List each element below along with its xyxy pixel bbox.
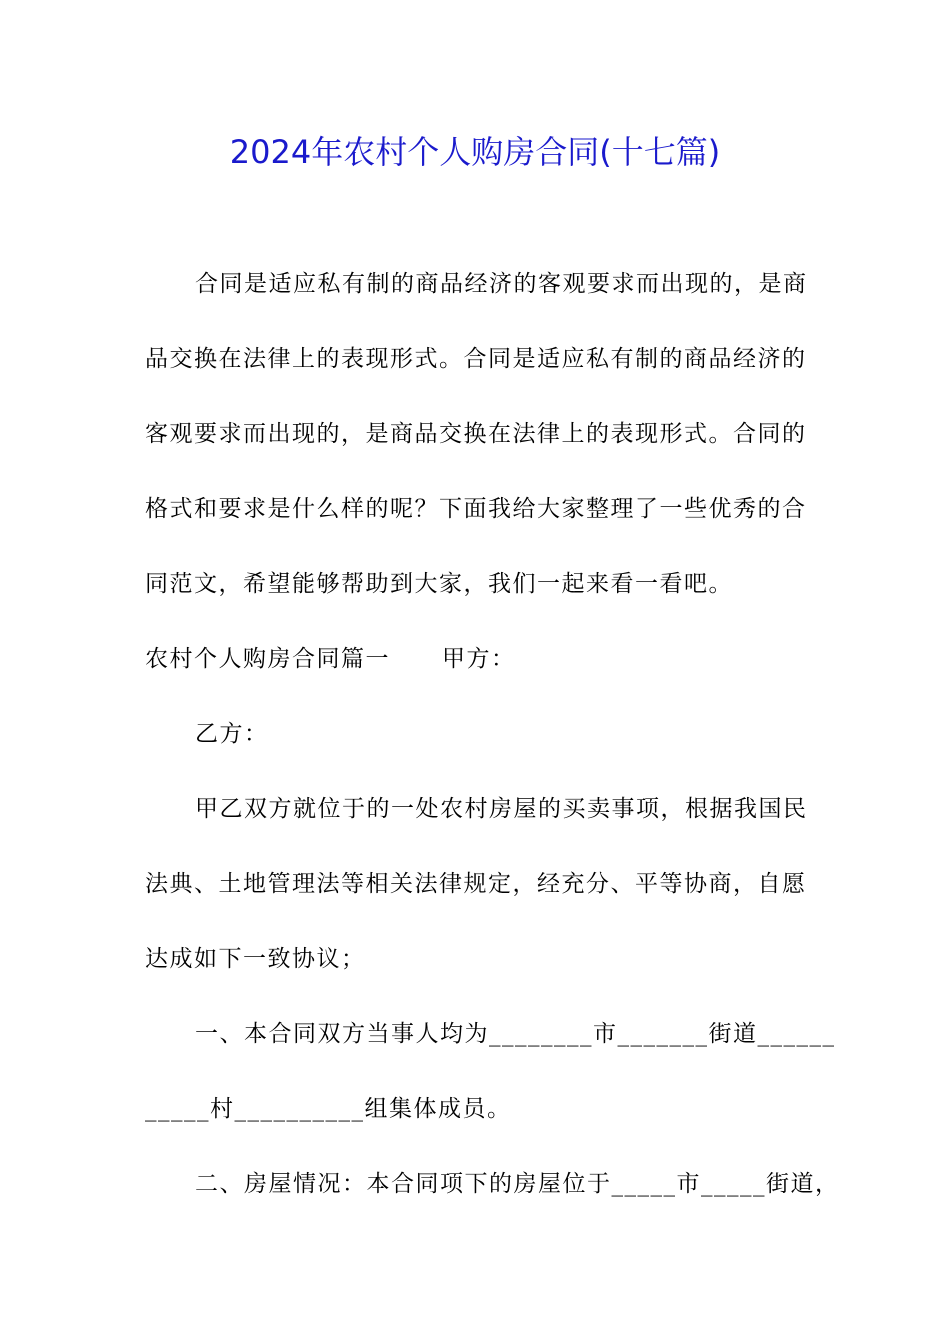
intro-line-4: 格式和要求是什么样的呢？下面我给大家整理了一些优秀的合 (145, 496, 807, 522)
party-b-label: 乙方： (195, 721, 269, 747)
party-a-label: 甲方： (442, 646, 516, 672)
agreement-line-2: 法典、土地管理法等相关法律规定，经充分、平等协商，自愿 (145, 871, 807, 897)
section-heading-line (145, 643, 815, 675)
clause-1-line-2: _____村__________组集体成员。 (145, 1096, 512, 1122)
intro-line-2: 品交换在法律上的表现形式。合同是适应私有制的商品经济的 (145, 346, 807, 372)
document-title: 2024年农村个人购房合同(十七篇) (229, 133, 721, 171)
intro-line-3: 客观要求而出现的，是商品交换在法律上的表现形式。合同的 (145, 421, 807, 447)
agreement-line-1: 甲乙双方就位于的一处农村房屋的买卖事项，根据我国民 (195, 796, 808, 822)
clause-1-line-1: 一、本合同双方当事人均为________市_______街道______ (195, 1021, 836, 1047)
agreement-line-3: 达成如下一致协议； (145, 946, 366, 972)
section-heading: 农村个人购房合同篇一 (145, 646, 390, 672)
clause-2-line-1: 二、房屋情况：本合同项下的房屋位于_____市_____街道， (195, 1171, 840, 1197)
intro-line-5: 同范文，希望能够帮助到大家，我们一起来看一看吧。 (145, 571, 733, 597)
intro-line-1: 合同是适应私有制的商品经济的客观要求而出现的，是商 (195, 271, 808, 297)
